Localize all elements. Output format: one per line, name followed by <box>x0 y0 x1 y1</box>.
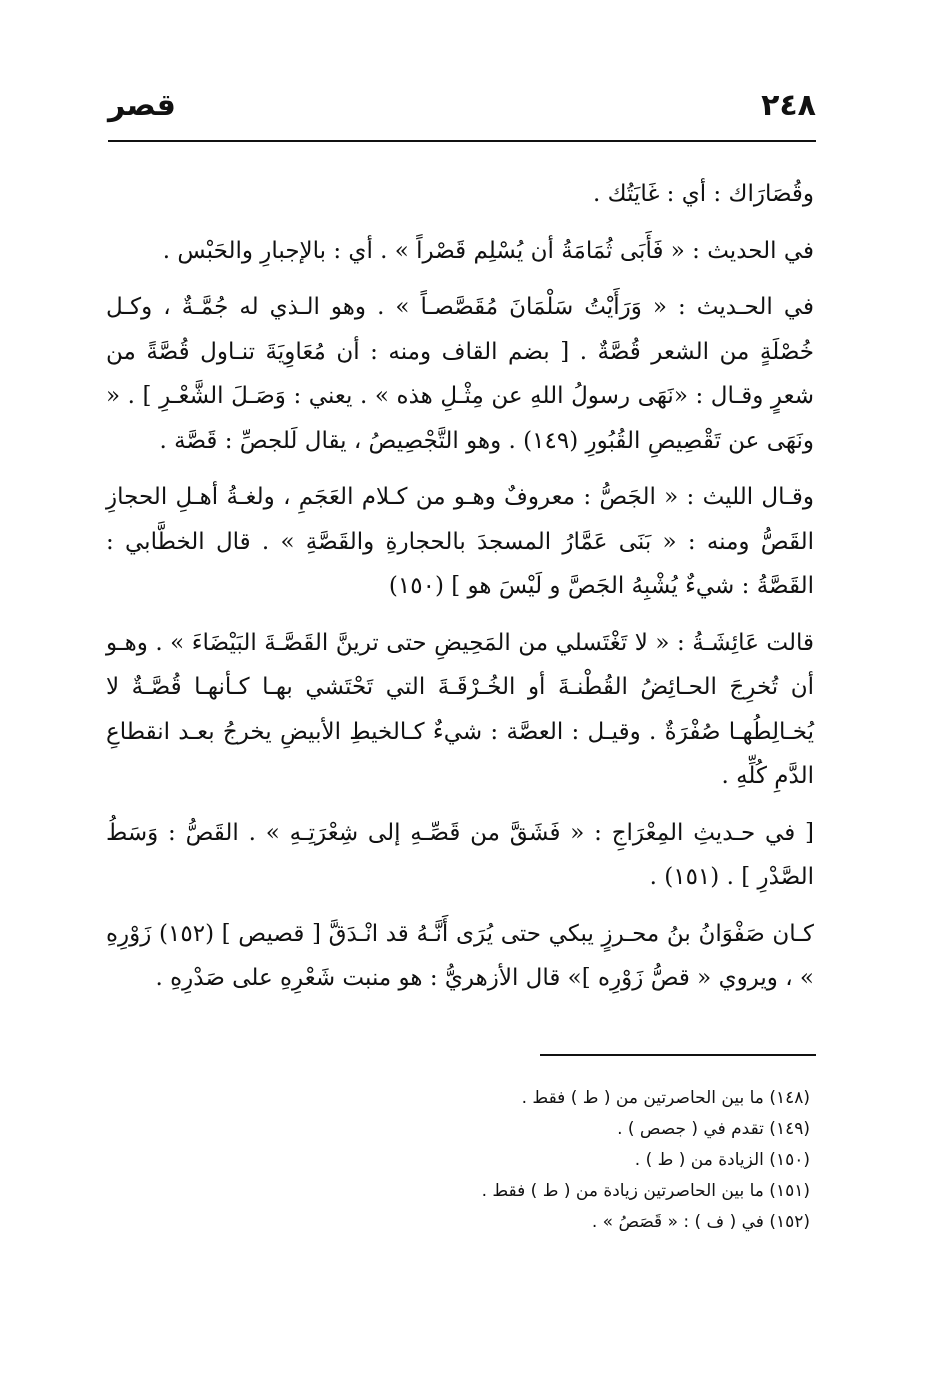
main-text <box>106 172 814 1013</box>
page-header <box>108 86 816 130</box>
running-head: قصر <box>108 88 176 123</box>
footnote-rule <box>540 1054 816 1056</box>
footnotes <box>300 1083 810 1238</box>
footnote: (١٤٩) تقدم في ( جصص ) . <box>617 1119 810 1139</box>
paragraph: في الحديث : « فَأَبَى ثُمَامَةُ أن يُسْلِم قَصْراً » . أي : بالإجبارِ والحَبْس . <box>162 237 814 264</box>
paragraph: في الحـديث : « وَرَأَيْتُ سَلْمَانَ مُقَصَّصـاً » . وهو الـذي له جُمَّـةٌ ، وكـل خُصْلَةٍ من الشعر قُصَّةٌ . [ بضم القاف ومنه : أن مُعَاوِيَةَ تنـاول قُصَّةً من شعرٍ وقـال : «نَهَى رسولُ اللهِ عن مِثْـلِ هذه » . يعني : وَصَـلَ الشَّعْـرِ ] . « ونَهَى عن تَقْصِيصِ القُبُورِ (١٤٩) . وهو التَّجْصِيصُ ، يقال لَلجصِّ : قَصَّة . <box>106 294 814 454</box>
footnote: (١٤٨) ما بين الحاصرتين من ( ط ) فقط . <box>521 1088 810 1108</box>
paragraph: وقـال الليث : « الجَصُّ : معروفٌ وهـو من كـلام العَجَمِ ، ولغـةُ أهـلِ الحجازِ القَصُّ ومنه : « بَنَى عَمَّارُ المسجدَ بالحجارةِ والقَصَّةِ » . قال الخطَّابي : القَصَّةُ : شيءٌ يُشْبِهُ الجَصَّ و لَيْسَ هو ] (١٥٠) <box>106 484 814 599</box>
paragraph: كـان صَفْوَانُ بنُ محـرزٍ يبكي حتى يُرَى أَنَّـهُ قد انْـدَقَّ [ قصيص ] (١٥٢) زَوْرِهِ » ، ويروي « قصُّ زَوْرِه ]» قال الأزهريُّ : هو منبت شَعْرِهِ على صَدْرِهِ . <box>106 920 815 991</box>
footnote: (١٥٢) في ( ف ) : « قَصَصُ » . <box>591 1212 810 1232</box>
footnote: (١٥١) ما بين الحاصرتين زيادة من ( ط ) فقط . <box>481 1181 810 1201</box>
paragraph: قالت عَائِشَـةُ : « لا تَغْتَسلي من المَحِيضِ حتى ترينَّ القَصَّـةَ البَيْضَاءَ » . وهـو أن تُخرِجَ الحـائِضُ القُطْنـةَ أو الخُـرْقَـةَ التي تَحْتَشي بهـا كـأنهـا قُصَّـةٌ لا يُخـالِطُهـا صُفْرَةٌ . وقيـل : العصَّة : شيءٌ كـالخيطِ الأبيضِ يخرجُ بعـد انقطاعِ الدَّمِ كُلِّهِ . <box>106 629 814 789</box>
header-rule <box>108 140 816 142</box>
page-number: ٢٤٨ <box>761 88 816 123</box>
footnote: (١٥٠) الزيادة من ( ط ) . <box>634 1150 810 1170</box>
paragraph: وقُصَارَاك : أي : غَايَتُك . <box>592 181 814 207</box>
paragraph: [ في حـديثِ المِعْرَاجِ : « فَشَقَّ من قَصِّـهِ إلى شِعْرَتِـهِ » . القَصُّ : وَسَطُ الصَّدْرِ ] . (١٥١) . <box>106 819 814 890</box>
